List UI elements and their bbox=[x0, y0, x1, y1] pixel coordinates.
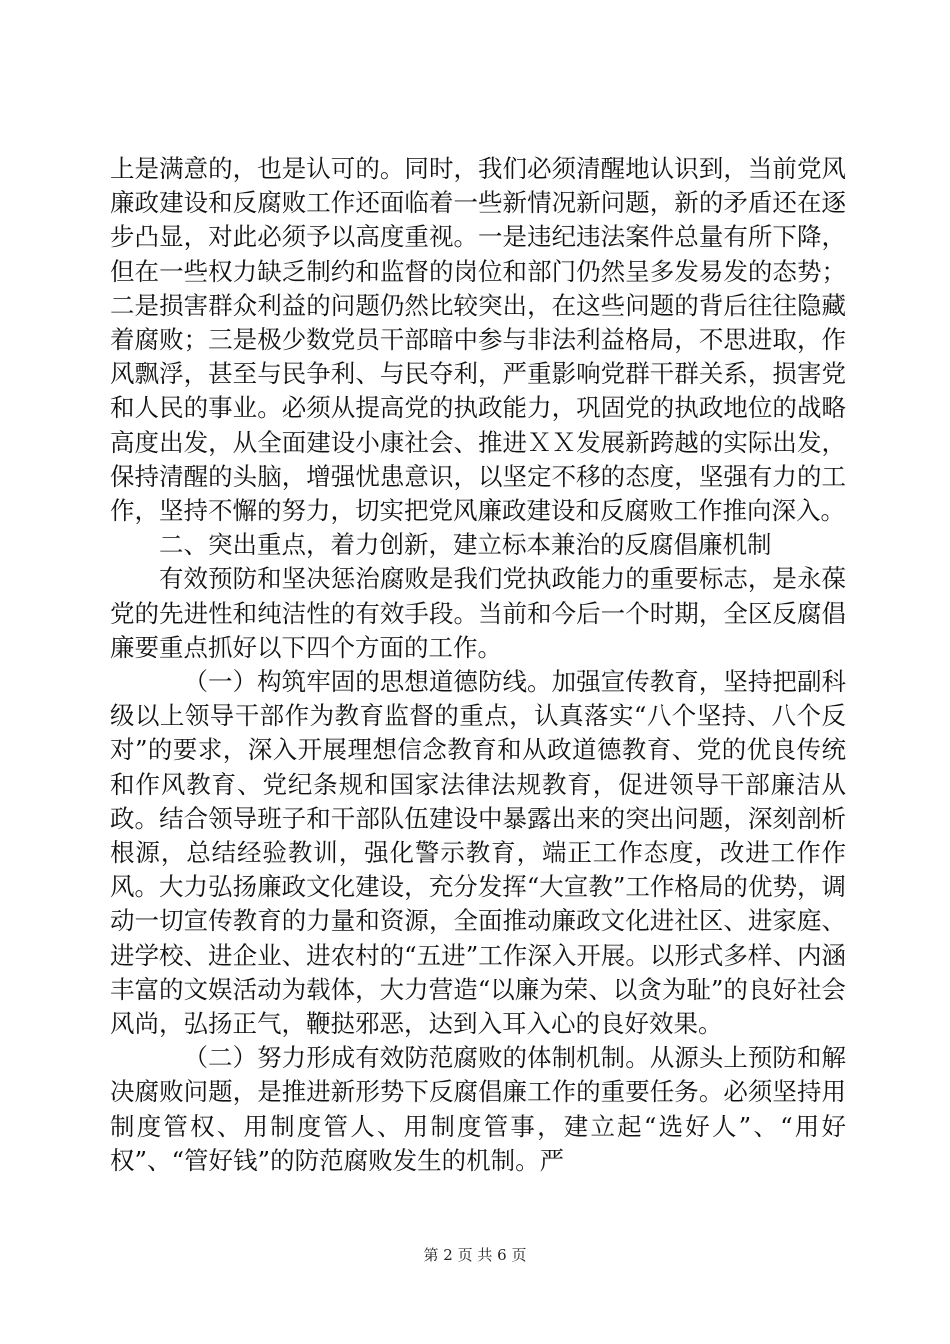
paragraph-item-1: （一）构筑牢固的思想道德防线。加强宣传教育，坚持把副科级以上领导干部作为教育监督的重点，认真落实“八个坚持、八个反对”的要求，深入开展理想信念教育和从政道德教育、党的优良传统和作风教育、党纪条规和国家法律法规教育，促进领导干部廉洁从政。结合领导班子和干部队伍建设中暴露出来的突出问题，深刻剖析根源，总结经验教训，强化警示教育，端正工作态度，改进工作作风。大力弘扬廉政文化建设，充分发挥“大宣教”工作格局的优势，调动一切宣传教育的力量和资源，全面推动廉政文化进社区、进家庭、进学校、进企业、进农村的“五进”工作深入开展。以形式多样、内涵丰富的文娱活动为载体，大力营造“以廉为荣、以贪为耻”的良好社会风尚，弘扬正气，鞭挞邪恶，达到入耳入心的良好效果。 bbox=[110, 667, 846, 1039]
paragraph-item-2: （二）努力形成有效防范腐败的体制机制。从源头上预防和解决腐败问题，是推进新形势下反腐倡廉工作的重要任务。必须坚持用制度管权、用制度管人、用制度管事，建立起“选好人”、“用好权”、“管好钱”的防范腐败发生的机制。严 bbox=[110, 1043, 846, 1175]
document-body bbox=[110, 152, 846, 1178]
paragraph-continuation: 上是满意的，也是认可的。同时，我们必须清醒地认识到，当前党风廉政建设和反腐败工作还面临着一些新情况新问题，新的矛盾还在逐步凸显，对此必须予以高度重视。一是违纪违法案件总量有所下降，但在一些权力缺乏制约和监督的岗位和部门仍然呈多发易发的态势；二是损害群众利益的问题仍然比较突出，在这些问题的背后往往隐藏着腐败；三是极少数党员干部暗中参与非法利益格局，不思进取，作风飘浮，甚至与民争利、与民夺利，严重影响党群干群关系，损害党和人民的事业。必须从提高党的执政能力，巩固党的执政地位的战略高度出发，从全面建设小康社会、推进ＸＸ发展新跨越的实际出发，保持清醒的头脑，增强忧患意识，以坚定不移的态度，坚强有力的工作，坚持不懈的努力，切实把党风廉政建设和反腐败工作推向深入。 bbox=[110, 154, 846, 526]
paragraph-intro: 有效预防和坚决惩治腐败是我们党执政能力的重要标志，是永葆党的先进性和纯洁性的有效手段。当前和今后一个时期，全区反腐倡廉要重点抓好以下四个方面的工作。 bbox=[110, 564, 846, 662]
section-heading: 二、突出重点，着力创新，建立标本兼治的反腐倡廉机制 bbox=[159, 530, 772, 560]
page-footer: 第 2 页 共 6 页 bbox=[423, 1246, 527, 1264]
